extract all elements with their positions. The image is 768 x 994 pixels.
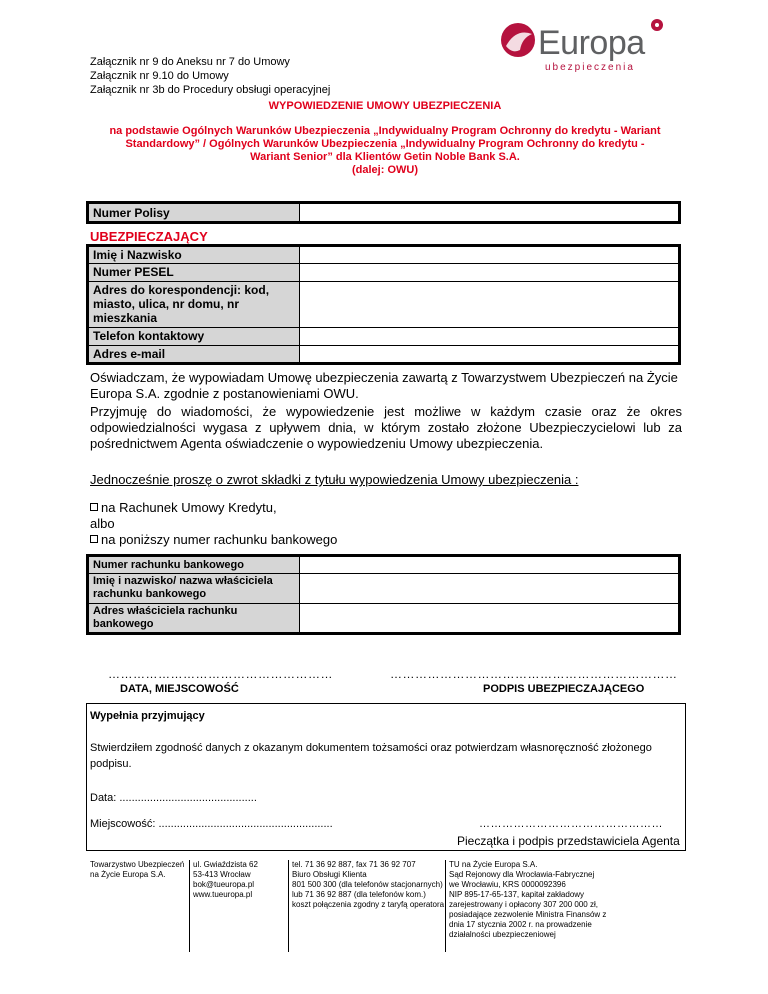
subtitle-line: Standardowy” / Ogólnych Warunków Ubezpieczenia „Indywidualny Program Ochronny do kredytu -	[125, 138, 645, 150]
logo-dot-icon	[650, 18, 664, 32]
ref-line: Załącznik nr 9 do Aneksu nr 7 do Umowy	[90, 56, 290, 68]
footer-line: działalności ubezpieczeniowej	[449, 930, 556, 939]
bank-table	[86, 554, 681, 635]
address-field[interactable]	[300, 282, 680, 328]
footer-line: na Życie Europa S.A.	[90, 870, 166, 879]
phone-label: Telefon kontaktowy	[88, 328, 300, 346]
receiver-statement: Stwierdziłem zgodność danych z okazanym dokumentem tożsamości oraz potwierdzam własnoręczność złożonego podpisu.	[90, 742, 652, 770]
footer-line: zarejestrowany i opłacony 307 200 000 zł,	[449, 900, 598, 909]
refund-options	[90, 500, 337, 548]
option-loan-account-label: na Rachunek Umowy Kredytu,	[101, 500, 277, 515]
footer-website[interactable]: www.tueuropa.pl	[193, 890, 253, 899]
checkbox-icon[interactable]	[90, 503, 98, 511]
ref-line: Załącznik nr 3b do Procedury obsługi operacyjnej	[90, 84, 331, 96]
europa-logo-icon	[498, 20, 538, 60]
name-field[interactable]	[300, 246, 680, 264]
account-number-label: Numer rachunku bankowego	[88, 556, 300, 574]
receiver-heading: Wypełnia przyjmujący	[90, 710, 205, 722]
receiver-box	[86, 703, 686, 851]
receiver-place-field[interactable]: Miejscowość: .........................................................	[90, 818, 333, 830]
statement-acknowledgement: Przyjmuję do wiadomości, że wypowiedzenie jest możliwe w każdym czasie oraz że okres odpowiedzialności wygasa z upływem dnia, w którym zostało złożone Ubezpieczycielowi lub za pośrednictwem Agenta oświadczenie o wypowiedzeniu Umowy ubezpieczenia.	[90, 404, 682, 451]
policy-number-label: Numer Polisy	[88, 203, 300, 223]
owner-address-label: Adres właściciela rachunku bankowego	[88, 604, 300, 634]
date-place-label: DATA, MIEJSCOWOŚĆ	[120, 683, 239, 695]
account-owner-label: Imię i nazwisko/ nazwa właściciela rachunku bankowego	[88, 574, 300, 604]
name-label: Imię i Nazwisko	[88, 246, 300, 264]
insured-heading: UBEZPIECZAJĄCY	[90, 229, 208, 244]
footer-legal	[445, 860, 606, 952]
footer-line: koszt połączenia zgodny z taryfą operatora	[292, 900, 445, 909]
statement-refund-request: Jednocześnie proszę o zwrot składki z tytułu wypowiedzenia Umowy ubezpieczenia :	[90, 472, 579, 487]
ref-line: Załącznik nr 9.10 do Umowy	[90, 70, 229, 82]
footer-line: Towarzystwo Ubezpieczeń	[90, 860, 185, 869]
option-bank-account[interactable]	[90, 532, 337, 548]
footer-email[interactable]: bok@tueuropa.pl	[193, 880, 255, 889]
receiver-date-field[interactable]: Data: .............................................	[90, 792, 257, 804]
option-loan-account[interactable]	[90, 500, 337, 516]
statement-termination: Oświadczam, że wypowiadam Umowę ubezpieczenia zawartą z Towarzystwem Ubezpieczeń na Życie Europa S.A. zgodnie z postanowieniami OWU.	[90, 370, 678, 401]
footer-address	[189, 860, 258, 952]
footer-contact	[288, 860, 444, 952]
attachment-references	[90, 55, 330, 97]
document-subtitle	[90, 125, 680, 177]
date-place-dots: ………………………………………………	[108, 667, 333, 681]
option-bank-account-label: na poniższy numer rachunku bankowego	[101, 532, 338, 547]
agent-signature-dots: …………………………………………	[479, 818, 663, 830]
footer-line: we Wrocławiu, KRS 0000092396	[449, 880, 566, 889]
phone-field[interactable]	[300, 328, 680, 346]
footer-line: NIP 895-17-65-137, kapitał zakładowy	[449, 890, 585, 899]
document-title: WYPOWIEDZENIE UMOWY UBEZPIECZENIA	[268, 100, 502, 112]
account-number-field[interactable]	[300, 556, 680, 574]
subtitle-line: (dalej: OWU)	[352, 164, 418, 176]
option-or: albo	[90, 516, 115, 531]
footer-line: lub 71 36 92 887 (dla telefonów kom.)	[292, 890, 426, 899]
email-field[interactable]	[300, 346, 680, 364]
insured-table	[86, 244, 681, 365]
policy-number-table	[86, 201, 681, 224]
footer-line: Sąd Rejonowy dla Wrocławia-Fabrycznej	[449, 870, 595, 879]
logo-wordmark: Europa	[538, 24, 645, 62]
footer-line: 53-413 Wrocław	[193, 870, 251, 879]
owner-address-field[interactable]	[300, 604, 680, 634]
signature-dots: ……………………………………………………………	[390, 667, 678, 681]
signature-label: PODPIS UBEZPIECZAJĄCEGO	[483, 683, 645, 695]
footer-line: 801 500 300 (dla telefonów stacjonarnych)	[292, 880, 443, 889]
email-label: Adres e-mail	[88, 346, 300, 364]
address-label: Adres do korespondencji: kod, miasto, ulica, nr domu, nr mieszkania	[88, 282, 300, 328]
account-owner-field[interactable]	[300, 574, 680, 604]
subtitle-line: Wariant Senior” dla Klientów Getin Noble Bank S.A.	[250, 151, 520, 163]
pesel-label: Numer PESEL	[88, 264, 300, 282]
europa-logo	[498, 16, 670, 78]
footer-line: posiadające zezwolenie Ministra Finansów z	[449, 910, 607, 919]
agent-signature-label: Pieczątka i podpis przedstawiciela Agenta	[457, 834, 680, 848]
footer-line: TU na Życie Europa S.A.	[449, 860, 538, 869]
pesel-field[interactable]	[300, 264, 680, 282]
footer-line: ul. Gwiaździsta 62	[193, 860, 258, 869]
footer-company	[90, 860, 184, 880]
footer-line: Biuro Obsługi Klienta	[292, 870, 367, 879]
policy-number-field[interactable]	[300, 203, 680, 223]
subtitle-line: na podstawie Ogólnych Warunków Ubezpieczenia „Indywidualny Program Ochronny do kredytu - Wariant	[109, 125, 661, 137]
footer-line: dnia 17 stycznia 2002 r. na prowadzenie	[449, 920, 592, 929]
logo-tagline: ubezpieczenia	[545, 62, 635, 73]
checkbox-icon[interactable]	[90, 535, 98, 543]
footer-line: tel. 71 36 92 887, fax 71 36 92 707	[292, 860, 416, 869]
